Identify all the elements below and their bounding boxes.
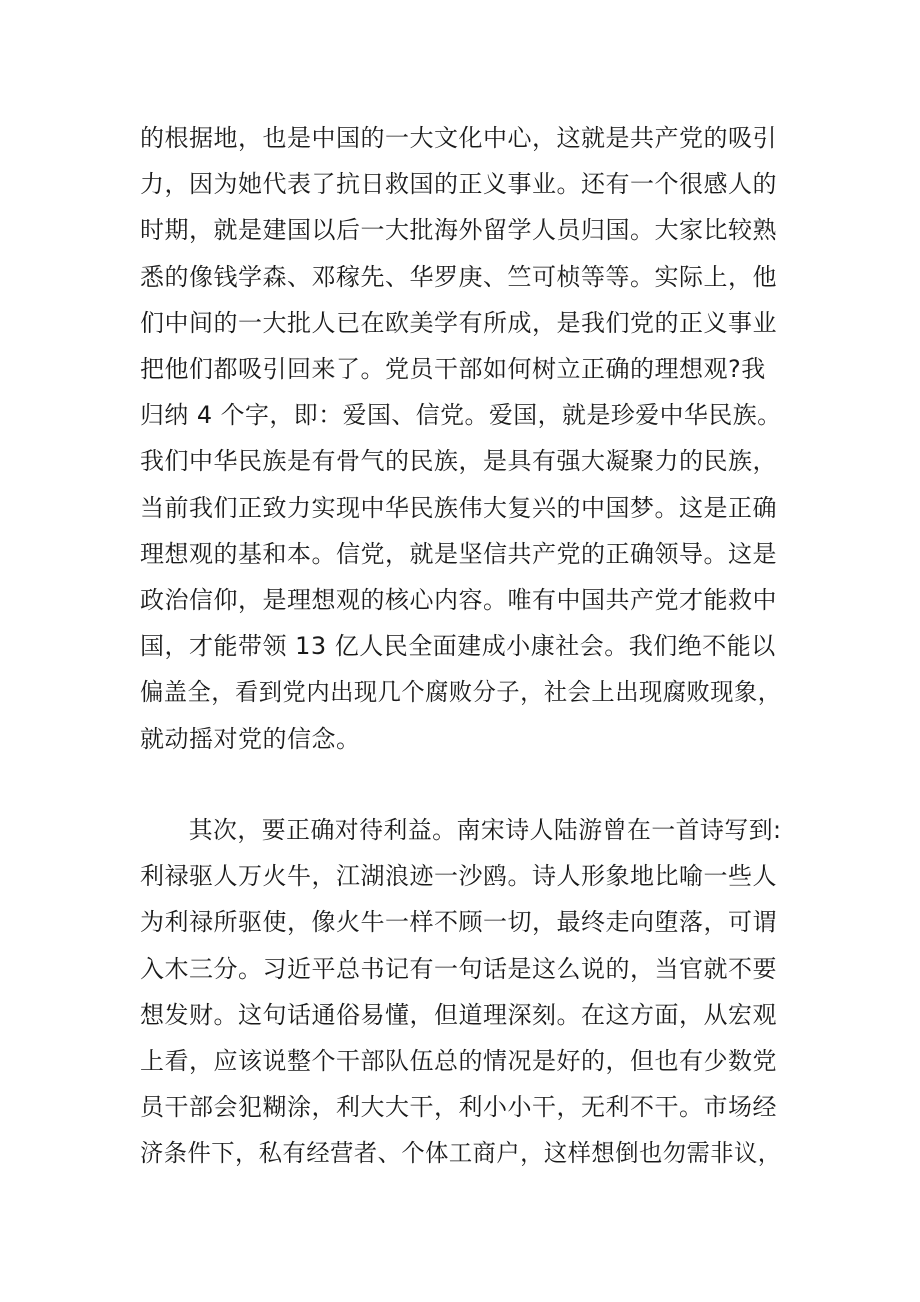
text-line: 政治信仰，是理想观的核心内容。唯有中国共产党才能救中 bbox=[140, 586, 777, 614]
text-line: 时期，就是建国以后一大批海外留学人员归国。大家比较熟 bbox=[140, 216, 777, 245]
text-line: 力，因为她代表了抗日救国的正义事业。还有一个很感人的 bbox=[140, 170, 777, 199]
text-line: 国，才能带领 13 亿人民全面建成小康社会。我们绝不能以 bbox=[140, 632, 776, 661]
text-line: 我们中华民族是有骨气的民族，是具有强大凝聚力的民族， bbox=[140, 447, 777, 476]
text-line: 想发财。这句话通俗易懂，但道理深刻。在这方面，从宏观 bbox=[140, 1000, 777, 1029]
text-line: 其次，要正确对待利益。南宋诗人陆游曾在一首诗写到: bbox=[140, 816, 782, 844]
text-line: 偏盖全，看到党内出现几个腐败分子，社会上出现腐败现象， bbox=[140, 678, 782, 707]
text-line: 归纳 4 个字，即：爱国、信党。爱国，就是珍爱中华民族。 bbox=[140, 401, 782, 430]
text-line: 悉的像钱学森、邓稼先、华罗庚、竺可桢等等。实际上，他 bbox=[140, 262, 777, 291]
text-line: 们中间的一大批人已在欧美学有所成，是我们党的正义事业 bbox=[140, 308, 777, 337]
text-line: 的根据地，也是中国的一大文化中心，这就是共产党的吸引 bbox=[140, 124, 777, 152]
text-line: 入木三分。习近平总书记有一句话是这么说的，当官就不要 bbox=[140, 954, 777, 983]
text-line: 上看，应该说整个干部队伍总的情况是好的，但也有少数党 bbox=[140, 1047, 777, 1075]
text-line: 济条件下，私有经营者、个体工商户，这样想倒也勿需非议， bbox=[140, 1139, 782, 1168]
text-line: 利禄驱人万火牛，江湖浪迹一沙鸥。诗人形象地比喻一些人 bbox=[140, 862, 777, 891]
text-line: 员干部会犯糊涂，利大大干，利小小干，无利不干。市场经 bbox=[140, 1093, 777, 1122]
text-line: 把他们都吸引回来了。党员干部如何树立正确的理想观?我 bbox=[140, 355, 766, 383]
text-line: 理想观的基和本。信党，就是坚信共产党的正确领导。这是 bbox=[140, 539, 777, 568]
text-line: 当前我们正致力实现中华民族伟大复兴的中国梦。这是正确 bbox=[140, 493, 777, 522]
text-line: 就动摇对党的信念。 bbox=[140, 724, 361, 753]
text-line: 为利禄所驱使，像火牛一样不顾一切，最终走向堕落，可谓 bbox=[140, 908, 777, 937]
